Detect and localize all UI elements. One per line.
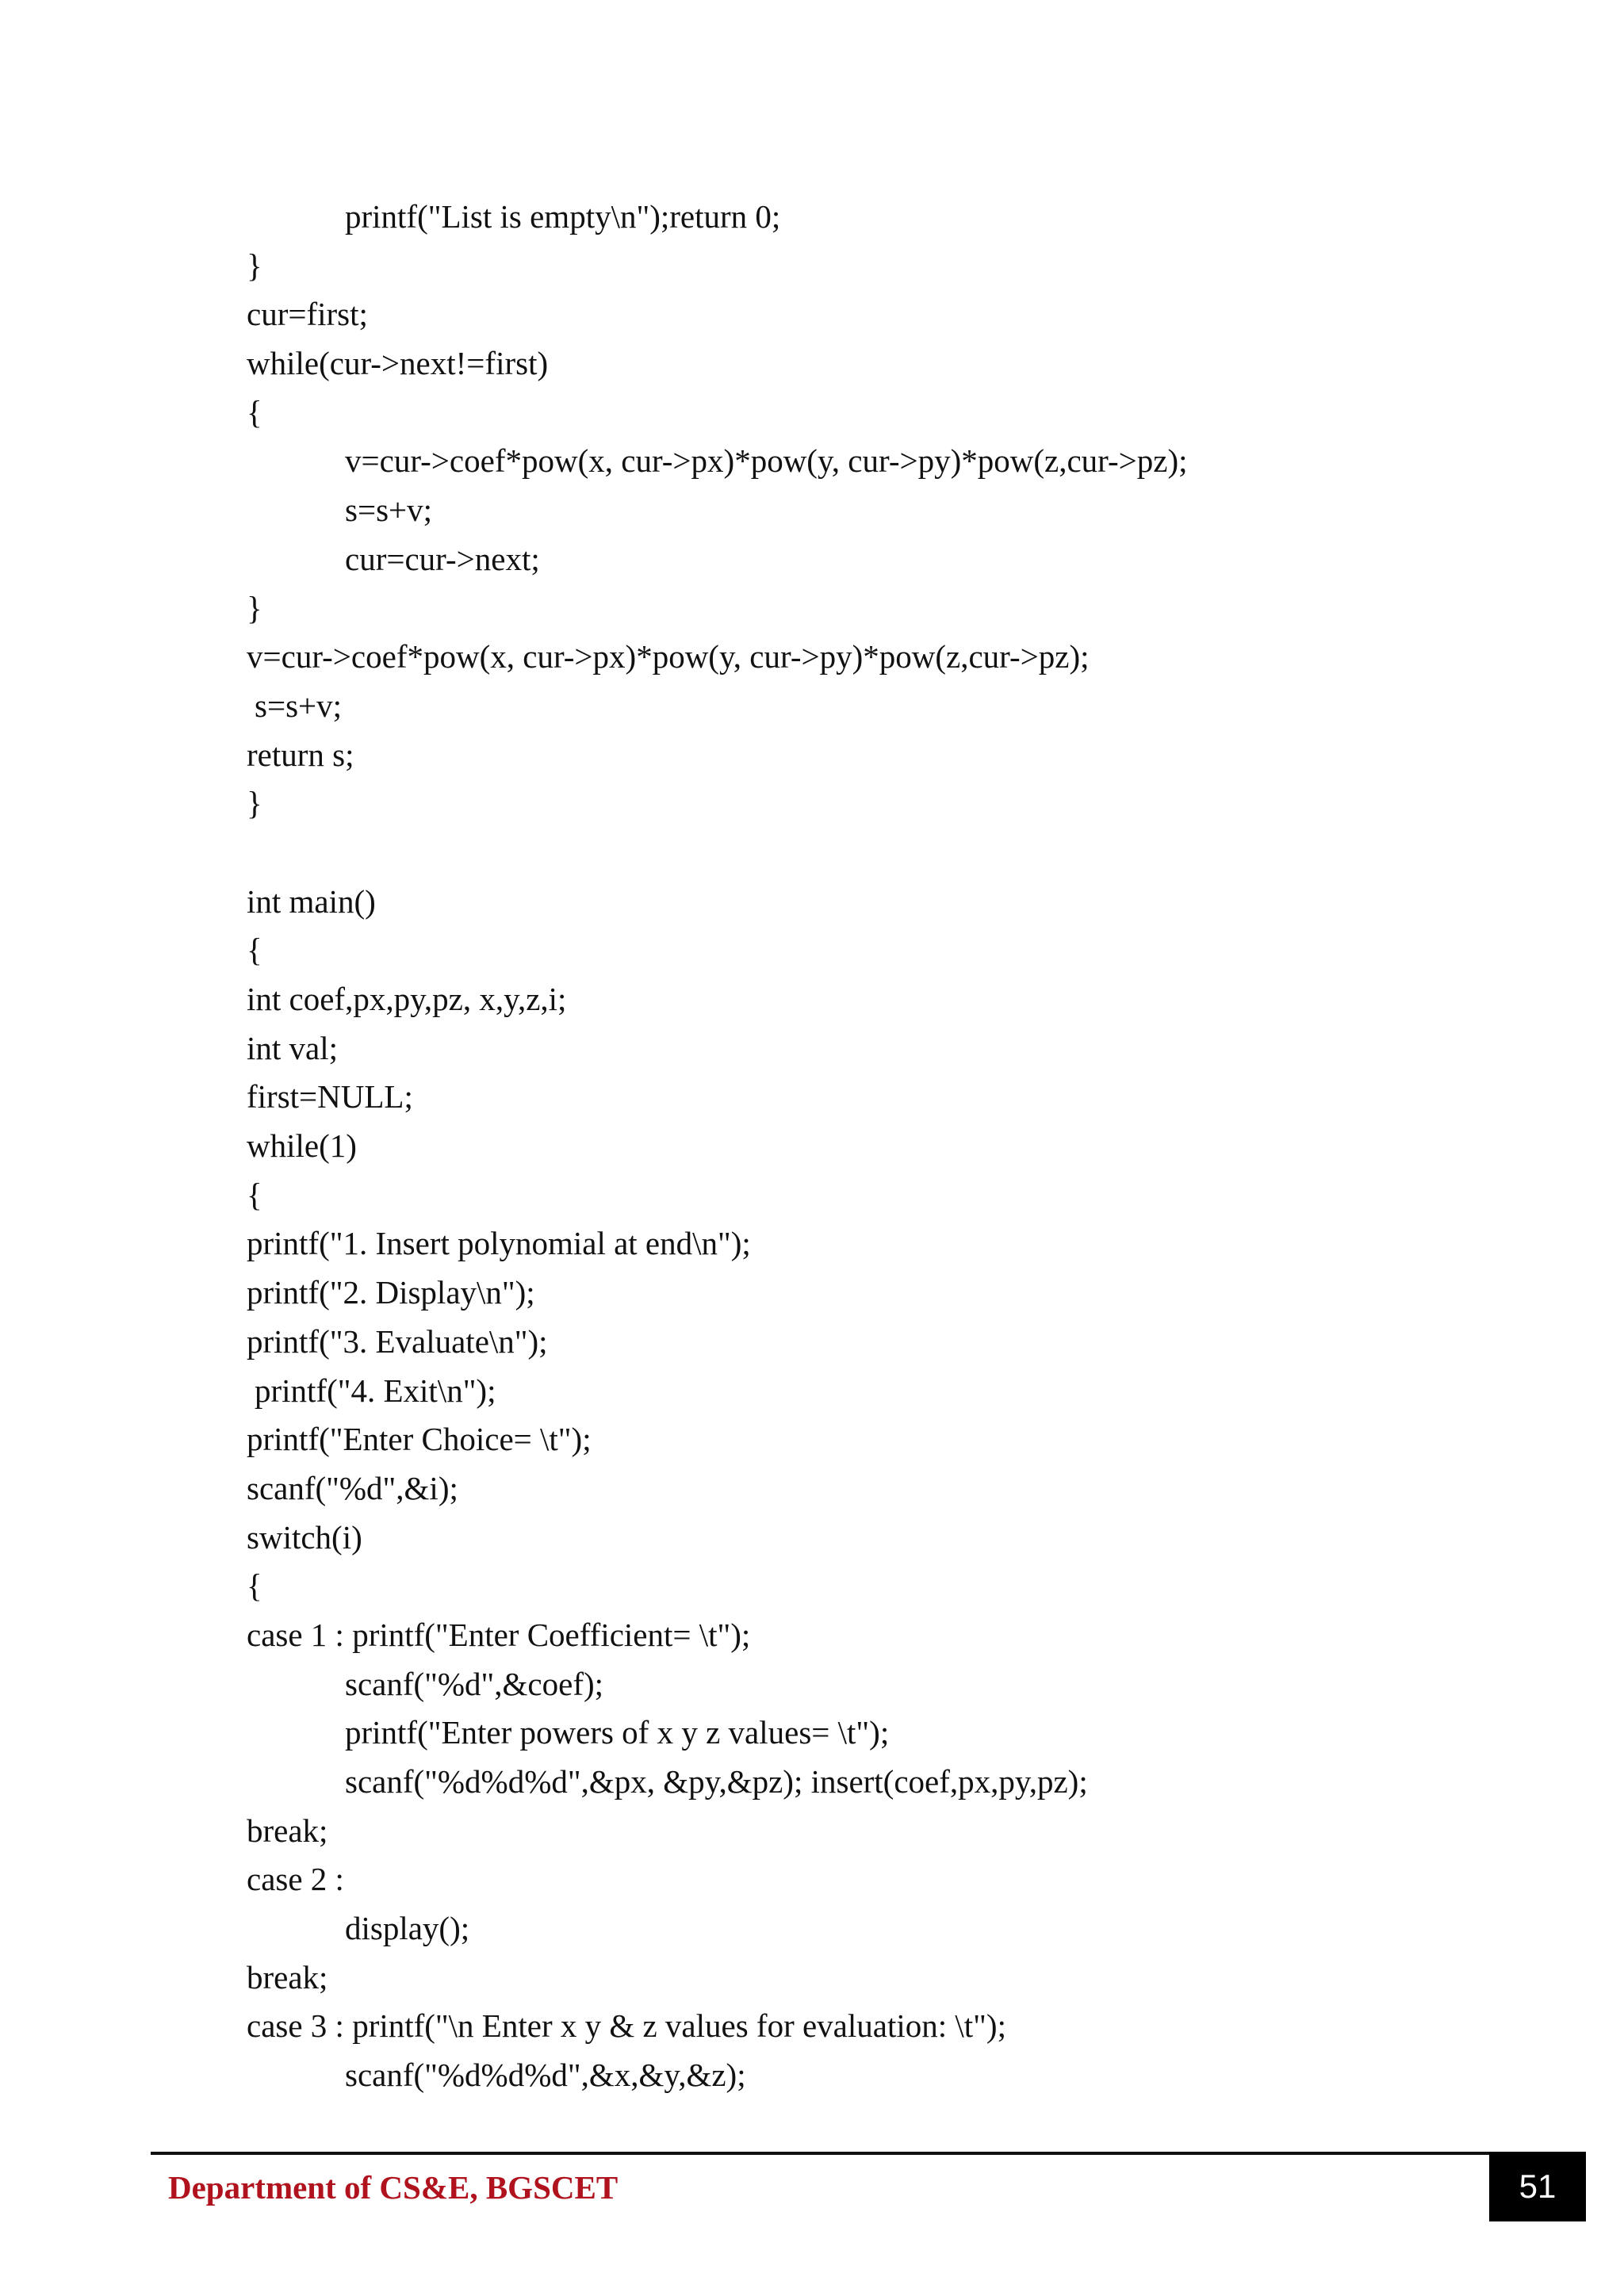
footer-department: Department of CS&E, BGSCET [168, 2169, 619, 2206]
footer-divider [151, 2152, 1489, 2155]
code-line: cur=cur->next; [345, 540, 540, 577]
code-line: int main() [247, 882, 376, 920]
code-line: } [247, 785, 262, 822]
code-line: scanf("%d%d%d",&px, &py,&pz); insert(coef,px,py,pz); [345, 1763, 1088, 1800]
code-line: display(); [345, 1910, 470, 1947]
code-line: while(1) [247, 1127, 357, 1165]
code-line: case 2 : [247, 1861, 344, 1898]
code-line: return s; [247, 736, 354, 773]
code-line: scanf("%d%d%d",&x,&y,&z); [345, 2057, 746, 2094]
code-line: while(cur->next!=first) [247, 345, 549, 382]
code-line: s=s+v; [255, 687, 343, 724]
code-line: { [247, 393, 262, 430]
code-line: break; [247, 1812, 328, 1849]
code-line: printf("3. Evaluate\n"); [247, 1322, 548, 1360]
code-line: cur=first; [247, 296, 368, 333]
code-line: printf("Enter powers of x y z values= \t"); [345, 1714, 890, 1751]
blank-line [247, 828, 1515, 878]
code-line: printf("List is empty\n");return 0; [345, 198, 781, 235]
code-line: { [247, 932, 262, 969]
code-line: { [247, 1176, 262, 1213]
page-number: 51 [1519, 2168, 1557, 2205]
code-line: case 1 : printf("Enter Coefficient= \t"); [247, 1616, 751, 1653]
code-line: break; [247, 1958, 328, 1996]
page-number-badge [1489, 2152, 1586, 2221]
code-line: v=cur->coef*pow(x, cur->px)*pow(y, cur->py)*pow(z,cur->pz); [247, 638, 1090, 675]
code-line: printf("4. Exit\n"); [255, 1372, 496, 1409]
code-line: scanf("%d",&coef); [345, 1665, 604, 1702]
code-line: printf("2. Display\n"); [247, 1274, 535, 1311]
code-line: first=NULL; [247, 1078, 413, 1115]
code-line: v=cur->coef*pow(x, cur->px)*pow(y, cur->py)*pow(z,cur->pz); [345, 442, 1188, 480]
code-line: scanf("%d",&i); [247, 1469, 458, 1506]
code-line: printf("1. Insert polynomial at end\n"); [247, 1225, 751, 1262]
code-line: } [247, 247, 262, 284]
code-line: switch(i) [247, 1518, 362, 1556]
code-line: int val; [247, 1029, 339, 1066]
code-line: } [247, 589, 262, 626]
code-line: s=s+v; [345, 492, 433, 529]
code-line: { [247, 1567, 262, 1605]
code-listing [247, 193, 1515, 2100]
code-line: printf("Enter Choice= \t"); [247, 1421, 592, 1458]
code-line: case 3 : printf("\n Enter x y & z values for evaluation: \t"); [247, 2007, 1006, 2045]
code-line: int coef,px,py,pz, x,y,z,i; [247, 981, 567, 1017]
